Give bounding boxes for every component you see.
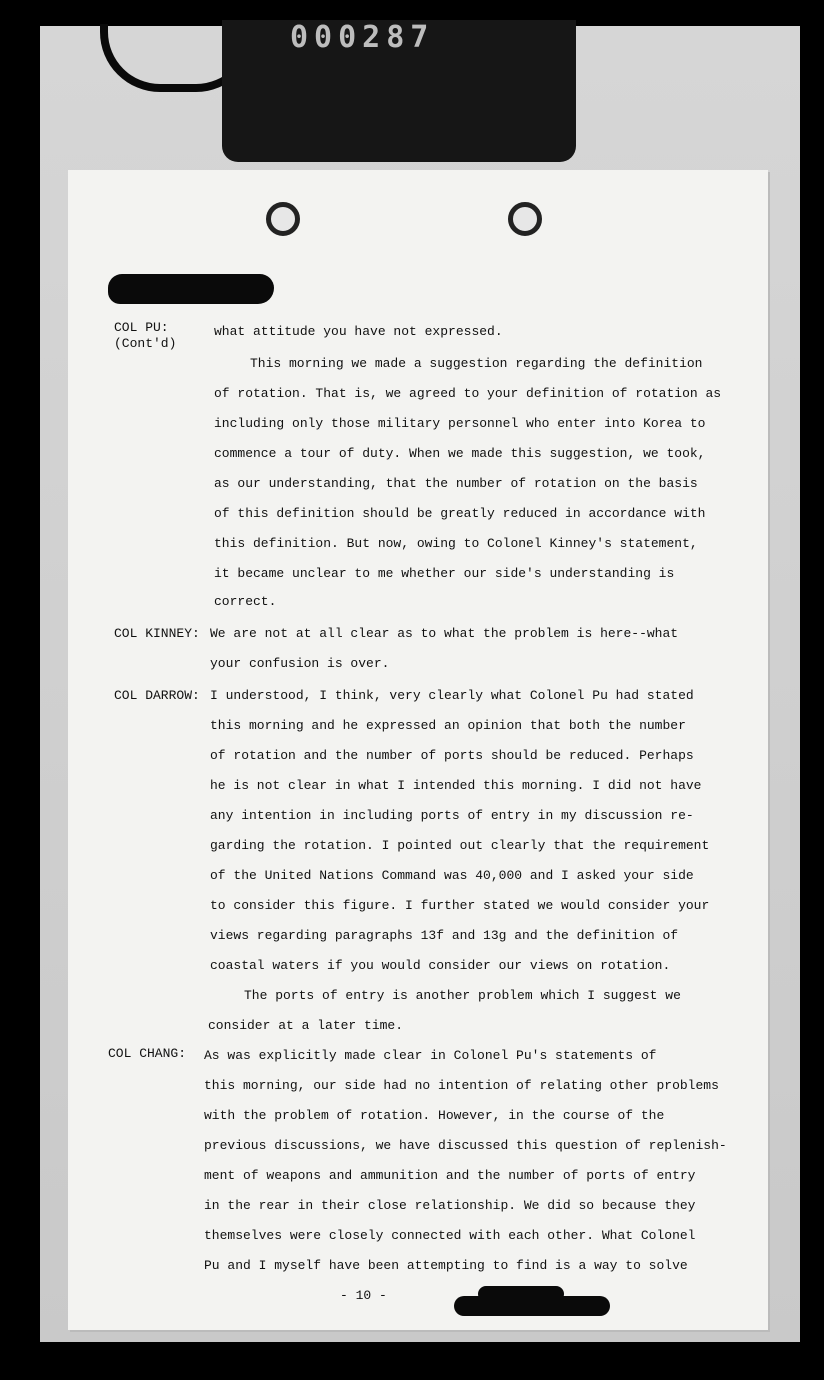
text-line: any intention in including ports of entry in my discussion re- xyxy=(210,808,694,823)
text-line: including only those military personnel who enter into Korea to xyxy=(214,416,706,431)
text-line: of the United Nations Command was 40,000 and I asked your side xyxy=(210,868,694,883)
text-line: with the problem of rotation. However, in the course of the xyxy=(204,1108,665,1123)
text-line: ment of weapons and ammunition and the number of ports of entry xyxy=(204,1168,696,1183)
text-line: Pu and I myself have been attempting to find is a way to solve xyxy=(204,1258,688,1273)
text-line: garding the rotation. I pointed out clearly that the requirement xyxy=(210,838,710,853)
document-page xyxy=(68,170,768,1330)
text-line: correct. xyxy=(214,594,277,609)
text-line: as our understanding, that the number of rotation on the basis xyxy=(214,476,698,491)
redaction-mark-top xyxy=(108,274,274,304)
speaker-col-kinney: COL KINNEY: xyxy=(114,626,200,641)
speaker-col-darrow: COL DARROW: xyxy=(114,688,200,703)
stamp-number: 000287 xyxy=(290,20,435,55)
redaction-mark-bottom xyxy=(454,1296,610,1316)
text-line: he is not clear in what I intended this morning. I did not have xyxy=(210,778,702,793)
text-line: it became unclear to me whether our side's understanding is xyxy=(214,566,675,581)
text-line: As was explicitly made clear in Colonel Pu's statements of xyxy=(204,1048,657,1063)
text-line: We are not at all clear as to what the problem is here--what xyxy=(210,626,679,641)
text-line: The ports of entry is another problem which I suggest we xyxy=(244,988,681,1003)
text-line: this morning and he expressed an opinion that both the number xyxy=(210,718,686,733)
text-line: commence a tour of duty. When we made this suggestion, we took, xyxy=(214,446,706,461)
text-line: to consider this figure. I further stated we would consider your xyxy=(210,898,710,913)
text-line: of rotation and the number of ports should be reduced. Perhaps xyxy=(210,748,694,763)
punch-hole-left xyxy=(266,202,300,236)
text-line: consider at a later time. xyxy=(208,1018,404,1033)
text-line: views regarding paragraphs 13f and 13g and the definition of xyxy=(210,928,679,943)
text-line: coastal waters if you would consider our views on rotation. xyxy=(210,958,671,973)
text-line: This morning we made a suggestion regarding the definition xyxy=(250,356,703,371)
text-line: what attitude you have not expressed. xyxy=(214,324,503,339)
text-line: of this definition should be greatly reduced in accordance with xyxy=(214,506,706,521)
text-line: I understood, I think, very clearly what Colonel Pu had stated xyxy=(210,688,694,703)
text-line: themselves were closely connected with each other. What Colonel xyxy=(204,1228,696,1243)
text-line: this definition. But now, owing to Colonel Kinney's statement, xyxy=(214,536,698,551)
speaker-col-pu: COL PU: (Cont'd) xyxy=(114,320,177,351)
speaker-col-chang: COL CHANG: xyxy=(108,1046,187,1061)
punch-hole-right xyxy=(508,202,542,236)
text-line: this morning, our side had no intention of relating other problems xyxy=(204,1078,719,1093)
text-line: of rotation. That is, we agreed to your definition of rotation as xyxy=(214,386,722,401)
text-line: in the rear in their close relationship. We did so because they xyxy=(204,1198,696,1213)
text-line: your confusion is over. xyxy=(210,656,390,671)
page-number: - 10 - xyxy=(340,1288,387,1303)
text-line: previous discussions, we have discussed this question of replenish- xyxy=(204,1138,727,1153)
